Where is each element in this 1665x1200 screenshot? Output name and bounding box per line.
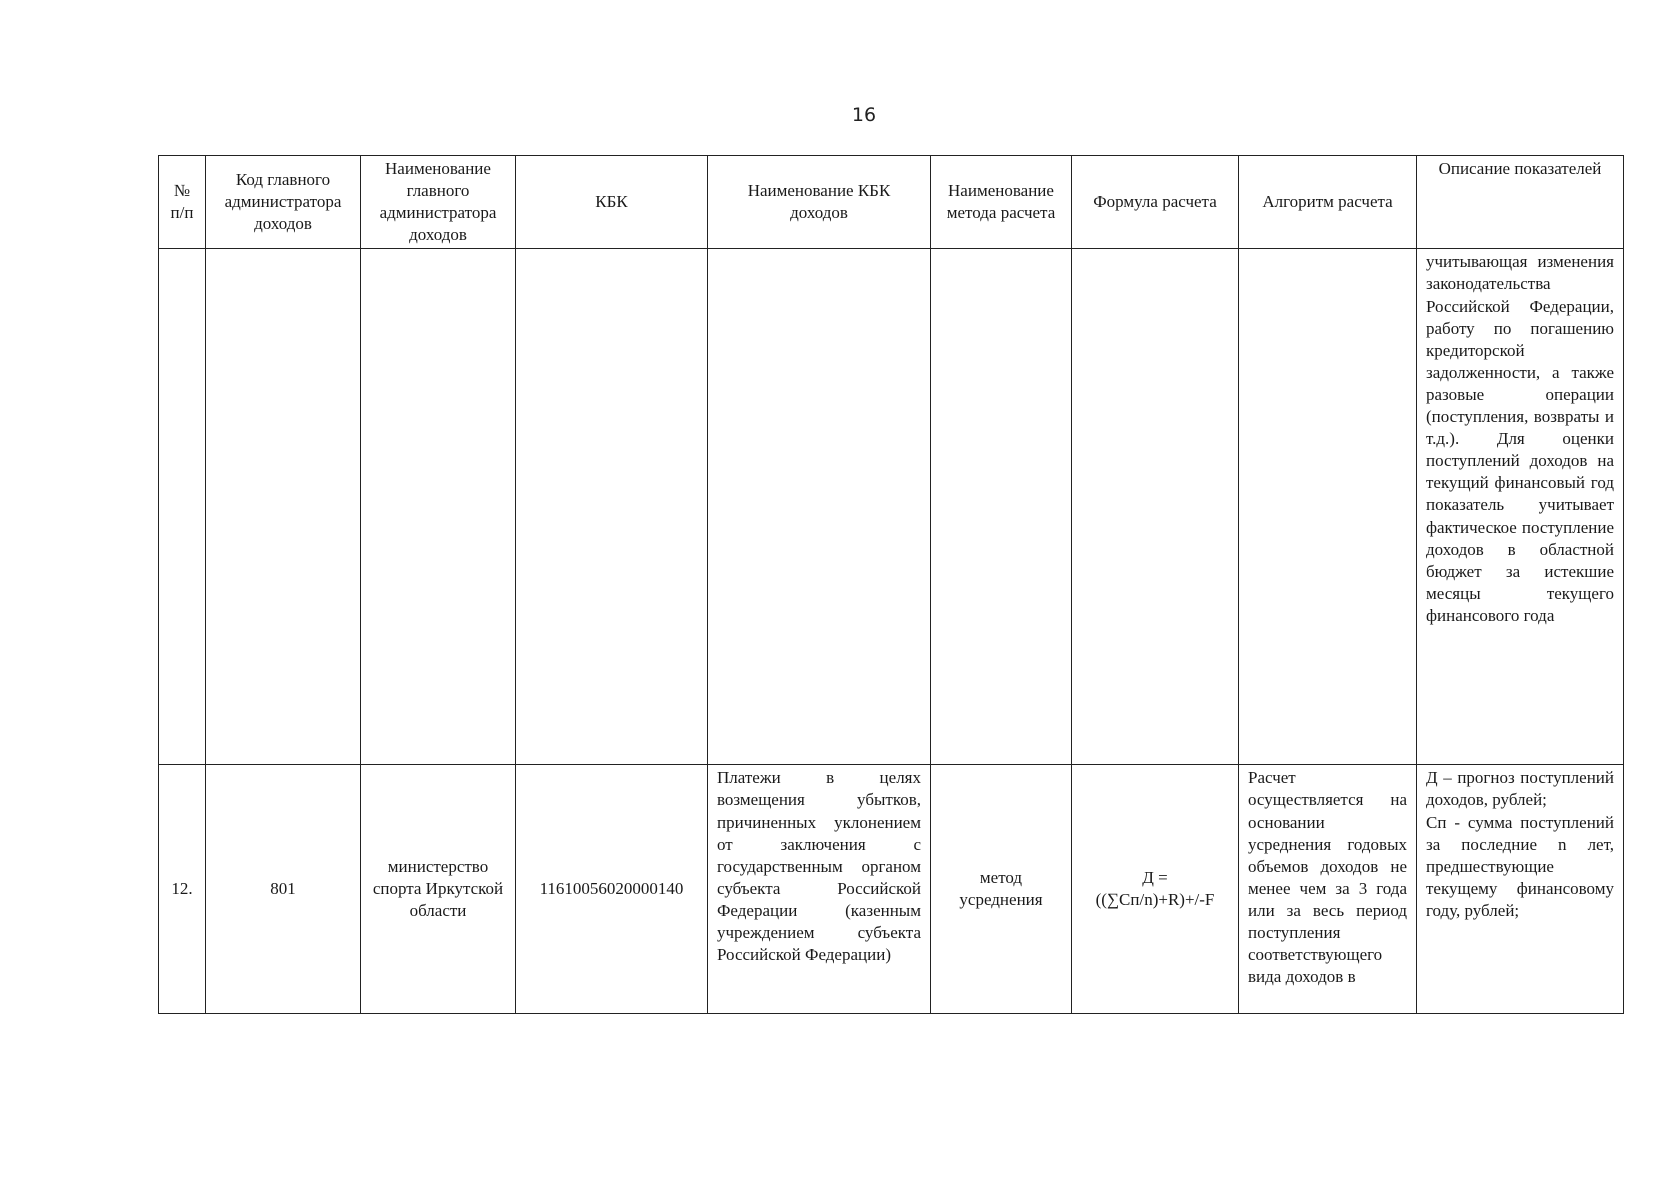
header-description: Описание показателей xyxy=(1417,156,1624,249)
formula-line-1: Д = xyxy=(1142,868,1168,888)
cell-empty xyxy=(708,249,931,765)
cell-formula xyxy=(1072,765,1239,1014)
header-num: № п/п xyxy=(159,156,206,249)
formula-line-2: ((∑Сп/n)+R)+/-F xyxy=(1095,890,1215,910)
cell-empty xyxy=(159,249,206,765)
header-kbk: КБК xyxy=(516,156,708,249)
description-line-1: Д – прогноз поступлений доходов, рублей; xyxy=(1426,768,1614,810)
cell-description-continuation: учитывающая изменения законодательства Российской Федерации, работу по погашению кредиторской задолженности, а также разовые операции (поступления, возвраты и т.д.). Для оценки поступлений доходов на текущий финансовый год показатель учитывает фактическое поступление доходов в областной бюджет за истекшие месяцы текущего финансового года xyxy=(1417,249,1624,765)
cell-num: 12. xyxy=(159,765,206,1014)
header-admin-code: Код главного администратора доходов xyxy=(206,156,361,249)
page-number: 16 xyxy=(851,104,877,126)
header-method-name: Наименование метода расчета xyxy=(931,156,1072,249)
cell-empty xyxy=(361,249,516,765)
header-admin-name: Наименование главного администратора доходов xyxy=(361,156,516,249)
cell-empty xyxy=(516,249,708,765)
cell-admin-name: министерство спорта Иркутской области xyxy=(361,765,516,1014)
cell-method-name: метод усреднения xyxy=(931,765,1072,1014)
cell-description xyxy=(1417,765,1624,1014)
description-line-2: Сп - сумма поступлений за последние n лет, предшествующие текущему финансовому году, рублей; xyxy=(1426,812,1614,920)
header-formula: Формула расчета xyxy=(1072,156,1239,249)
cell-admin-code: 801 xyxy=(206,765,361,1014)
table-header-row xyxy=(159,156,1624,249)
cell-empty xyxy=(1239,249,1417,765)
header-algorithm: Алгоритм расчета xyxy=(1239,156,1417,249)
table-row-12 xyxy=(159,765,1624,1014)
cell-empty xyxy=(206,249,361,765)
revenue-forecast-table xyxy=(158,155,1624,1014)
cell-kbk-name: Платежи в целях возмещения убытков, причиненных уклонением от заключения с государственным органом субъекта Российской Федерации (казенным учреждением субъекта Российской Федерации) xyxy=(708,765,931,1014)
cell-kbk: 11610056020000140 xyxy=(516,765,708,1014)
table-row-continuation xyxy=(159,249,1624,765)
header-kbk-name: Наименование КБК доходов xyxy=(708,156,931,249)
cell-empty xyxy=(931,249,1072,765)
cell-empty xyxy=(1072,249,1239,765)
cell-algorithm: Расчет осуществляется на основании усреднения годовых объемов доходов не менее чем за 3 года или за весь период поступления соответствующего вида доходов в xyxy=(1239,765,1417,1014)
